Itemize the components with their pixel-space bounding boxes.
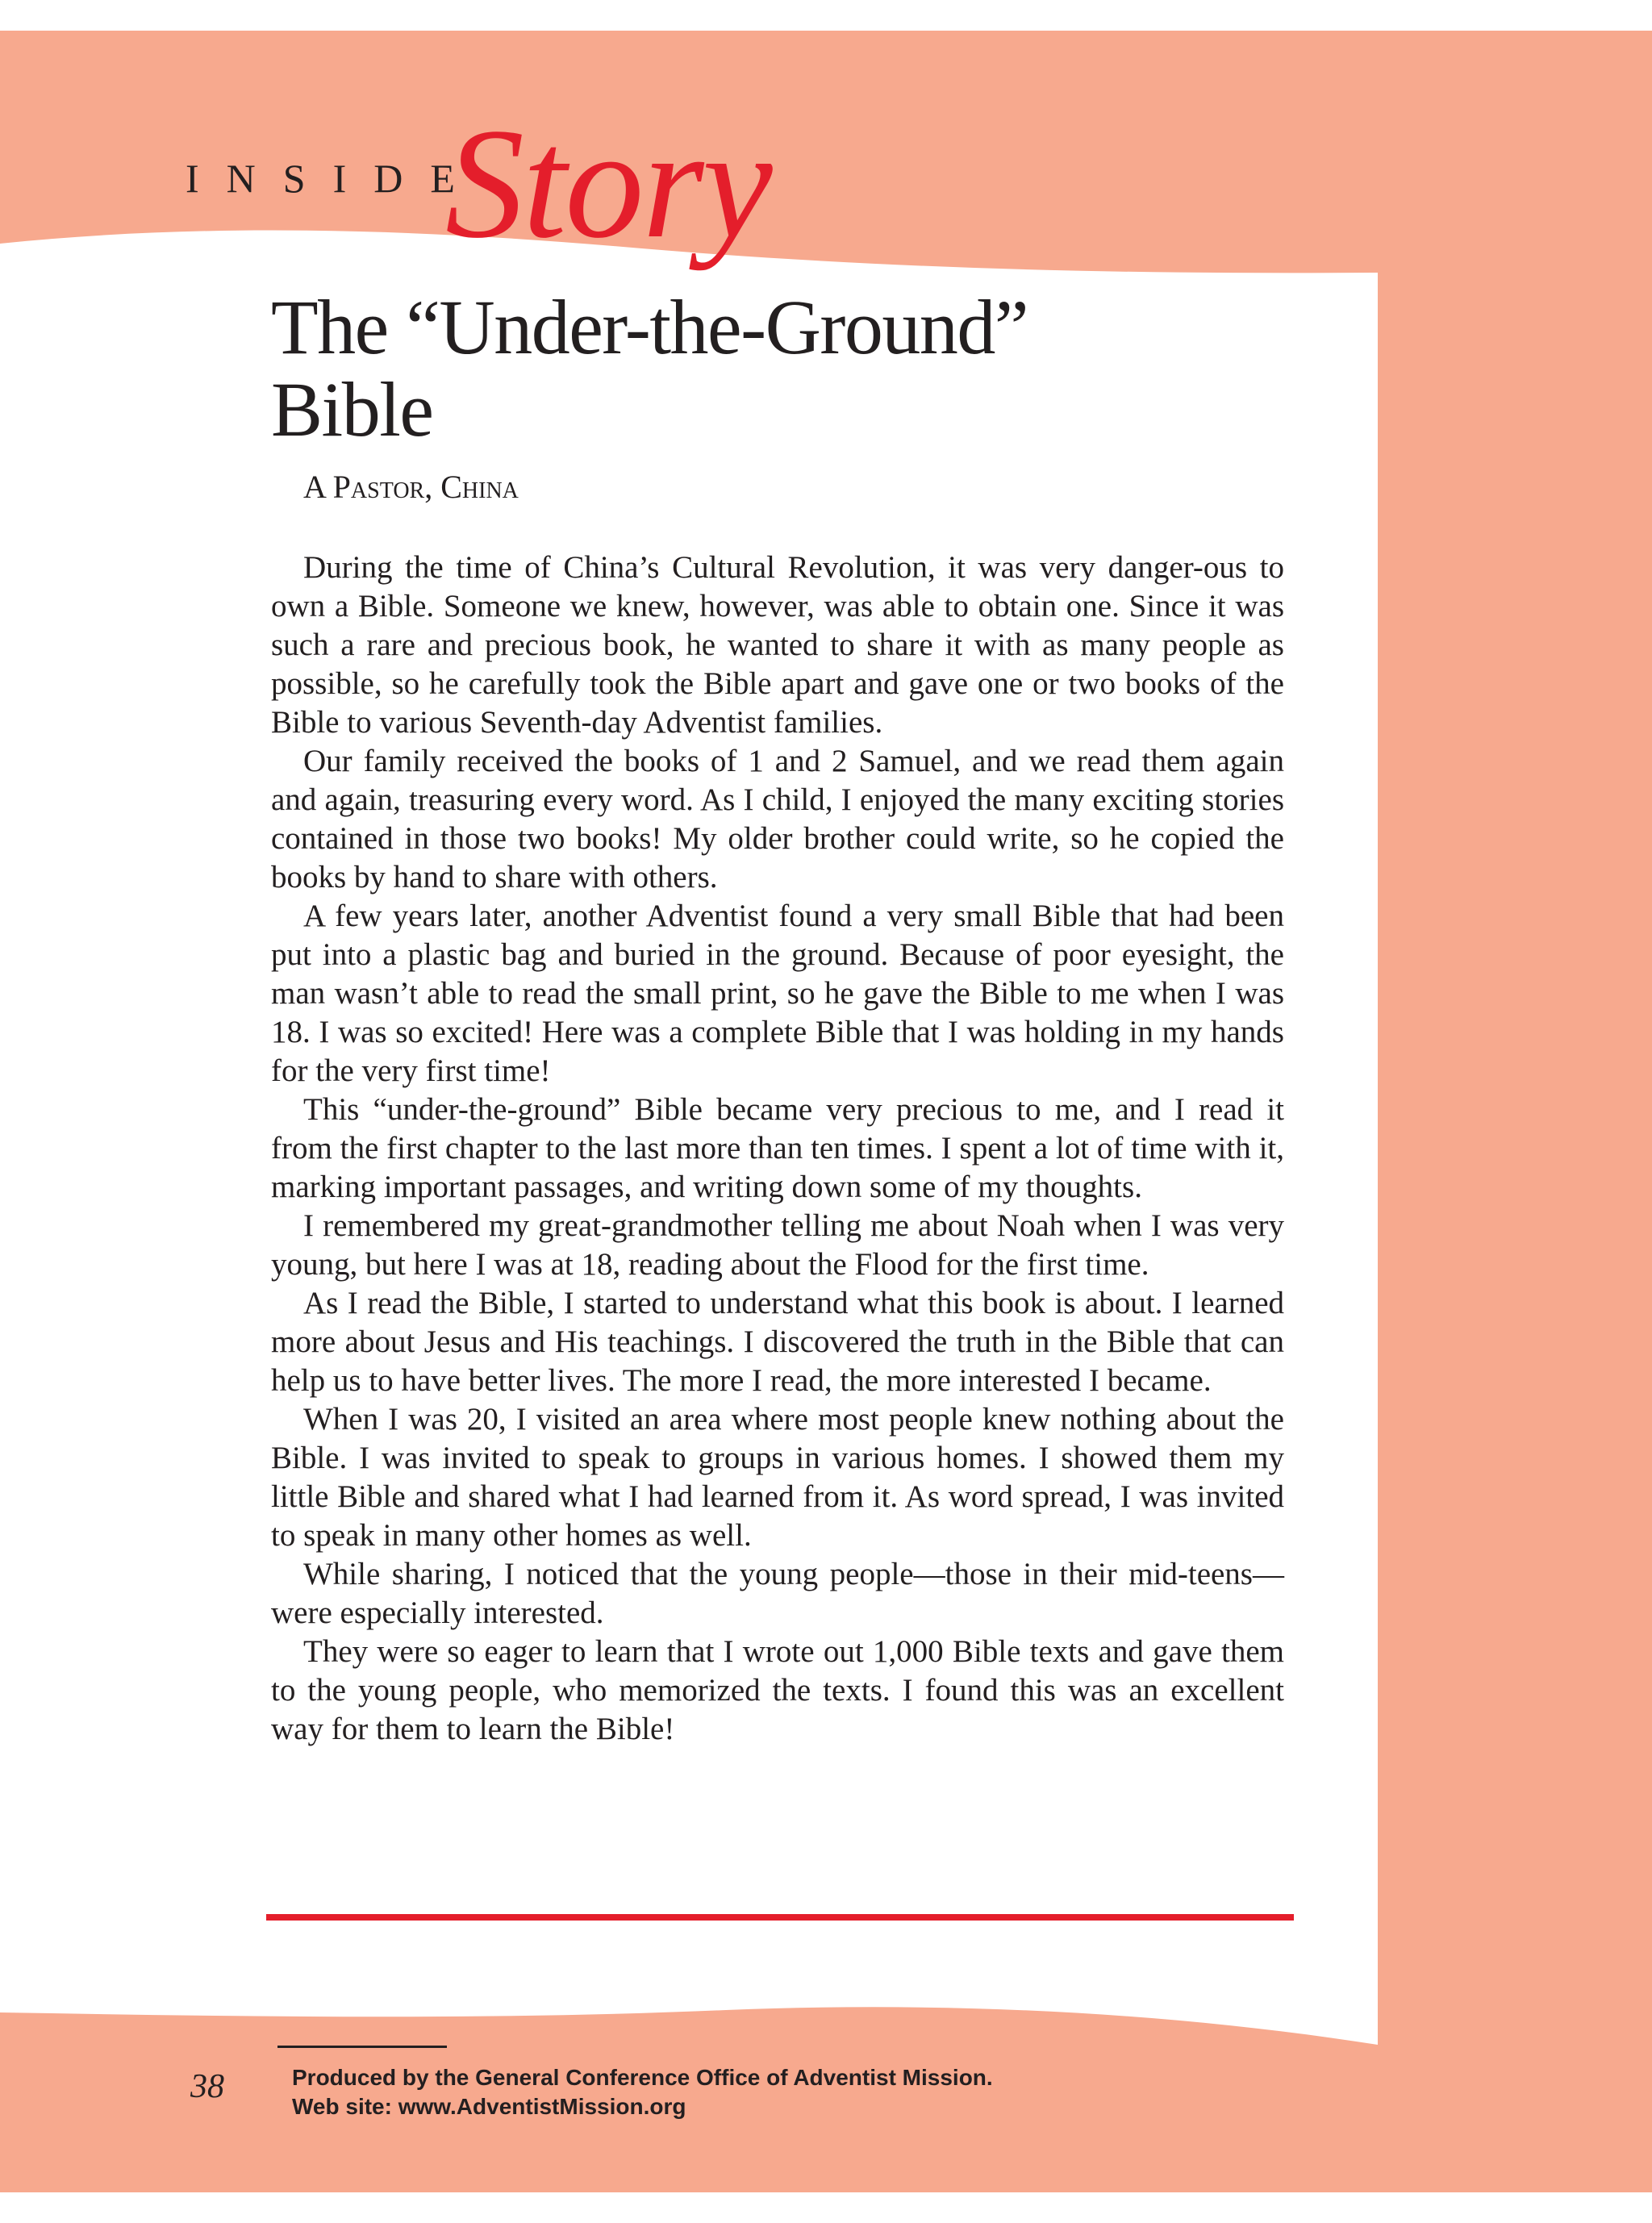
article-paragraph: I remembered my great-grandmother telling me about Noah when I was very young, but here I was at 18, reading about the Flood for the first time. <box>271 1208 1284 1282</box>
article-paragraph: A few years later, another Adventist found a very small Bible that had been put into a plastic bag and buried in the ground. Because of poor eyesight, the man wasn’t able to read the small print, so he gave the Bible to me when I was 18. I was so excited! Here was a complete Bible that I was holding in my hands for the very first time! <box>271 899 1284 1088</box>
article-title-line2: Bible <box>271 366 433 453</box>
produced-by-text: Produced by the General Conference Office of Adventist Mission. <box>292 2065 993 2090</box>
story-label: Story <box>445 96 771 271</box>
article-byline: A Pastor, China <box>303 469 519 505</box>
inside-label: INSIDE <box>186 156 482 201</box>
article-title-line1: The “Under-the-Ground” <box>271 284 1028 370</box>
footer-credits <box>292 2063 993 2121</box>
article-paragraph: While sharing, I noticed that the young people—those in their mid-teens—were especially interested. <box>271 1557 1284 1630</box>
article-paragraph: During the time of China’s Cultural Revolution, it was very danger-ous to own a Bible. Someone we knew, however, was able to obtain one. Since it was such a rare and precious book, he wanted to share it with as many people as possible, so he carefully took the Bible apart and gave one or two books of the Bible to various Seventh-day Adventist families. <box>271 550 1284 740</box>
article-body <box>271 548 1284 1749</box>
footer-rule-divider <box>277 2046 447 2048</box>
article-paragraph: Our family received the books of 1 and 2 Samuel, and we read them again and again, treasuring every word. As I child, I enjoyed the many exciting stories contained in those two books! My older brother could write, so he copied the books by hand to share with others. <box>271 744 1284 895</box>
article-paragraph: When I was 20, I visited an area where most people knew nothing about the Bible. I was invited to speak to groups in various homes. I showed them my little Bible and shared what I had learned from it. As word spread, I was invited to speak in many other homes as well. <box>271 1402 1284 1553</box>
article-paragraph: This “under-the-ground” Bible became very precious to me, and I read it from the first chapter to the last more than ten times. I spent a lot of time with it, marking important passages, and writing down some of my thoughts. <box>271 1092 1284 1204</box>
end-rule-divider <box>266 1914 1294 1921</box>
article-title <box>271 286 1320 451</box>
article-paragraph: They were so eager to learn that I wrote out 1,000 Bible texts and gave them to the young people, who memorized the texts. I found this was an excellent way for them to learn the Bible! <box>271 1634 1284 1746</box>
article-paragraph: As I read the Bible, I started to understand what this book is about. I learned more about Jesus and His teachings. I discovered the truth in the Bible that can help us to have better lives. The more I read, the more interested I became. <box>271 1286 1284 1398</box>
page-number: 38 <box>190 2068 224 2105</box>
website-text: Web site: www.AdventistMission.org <box>292 2094 686 2119</box>
